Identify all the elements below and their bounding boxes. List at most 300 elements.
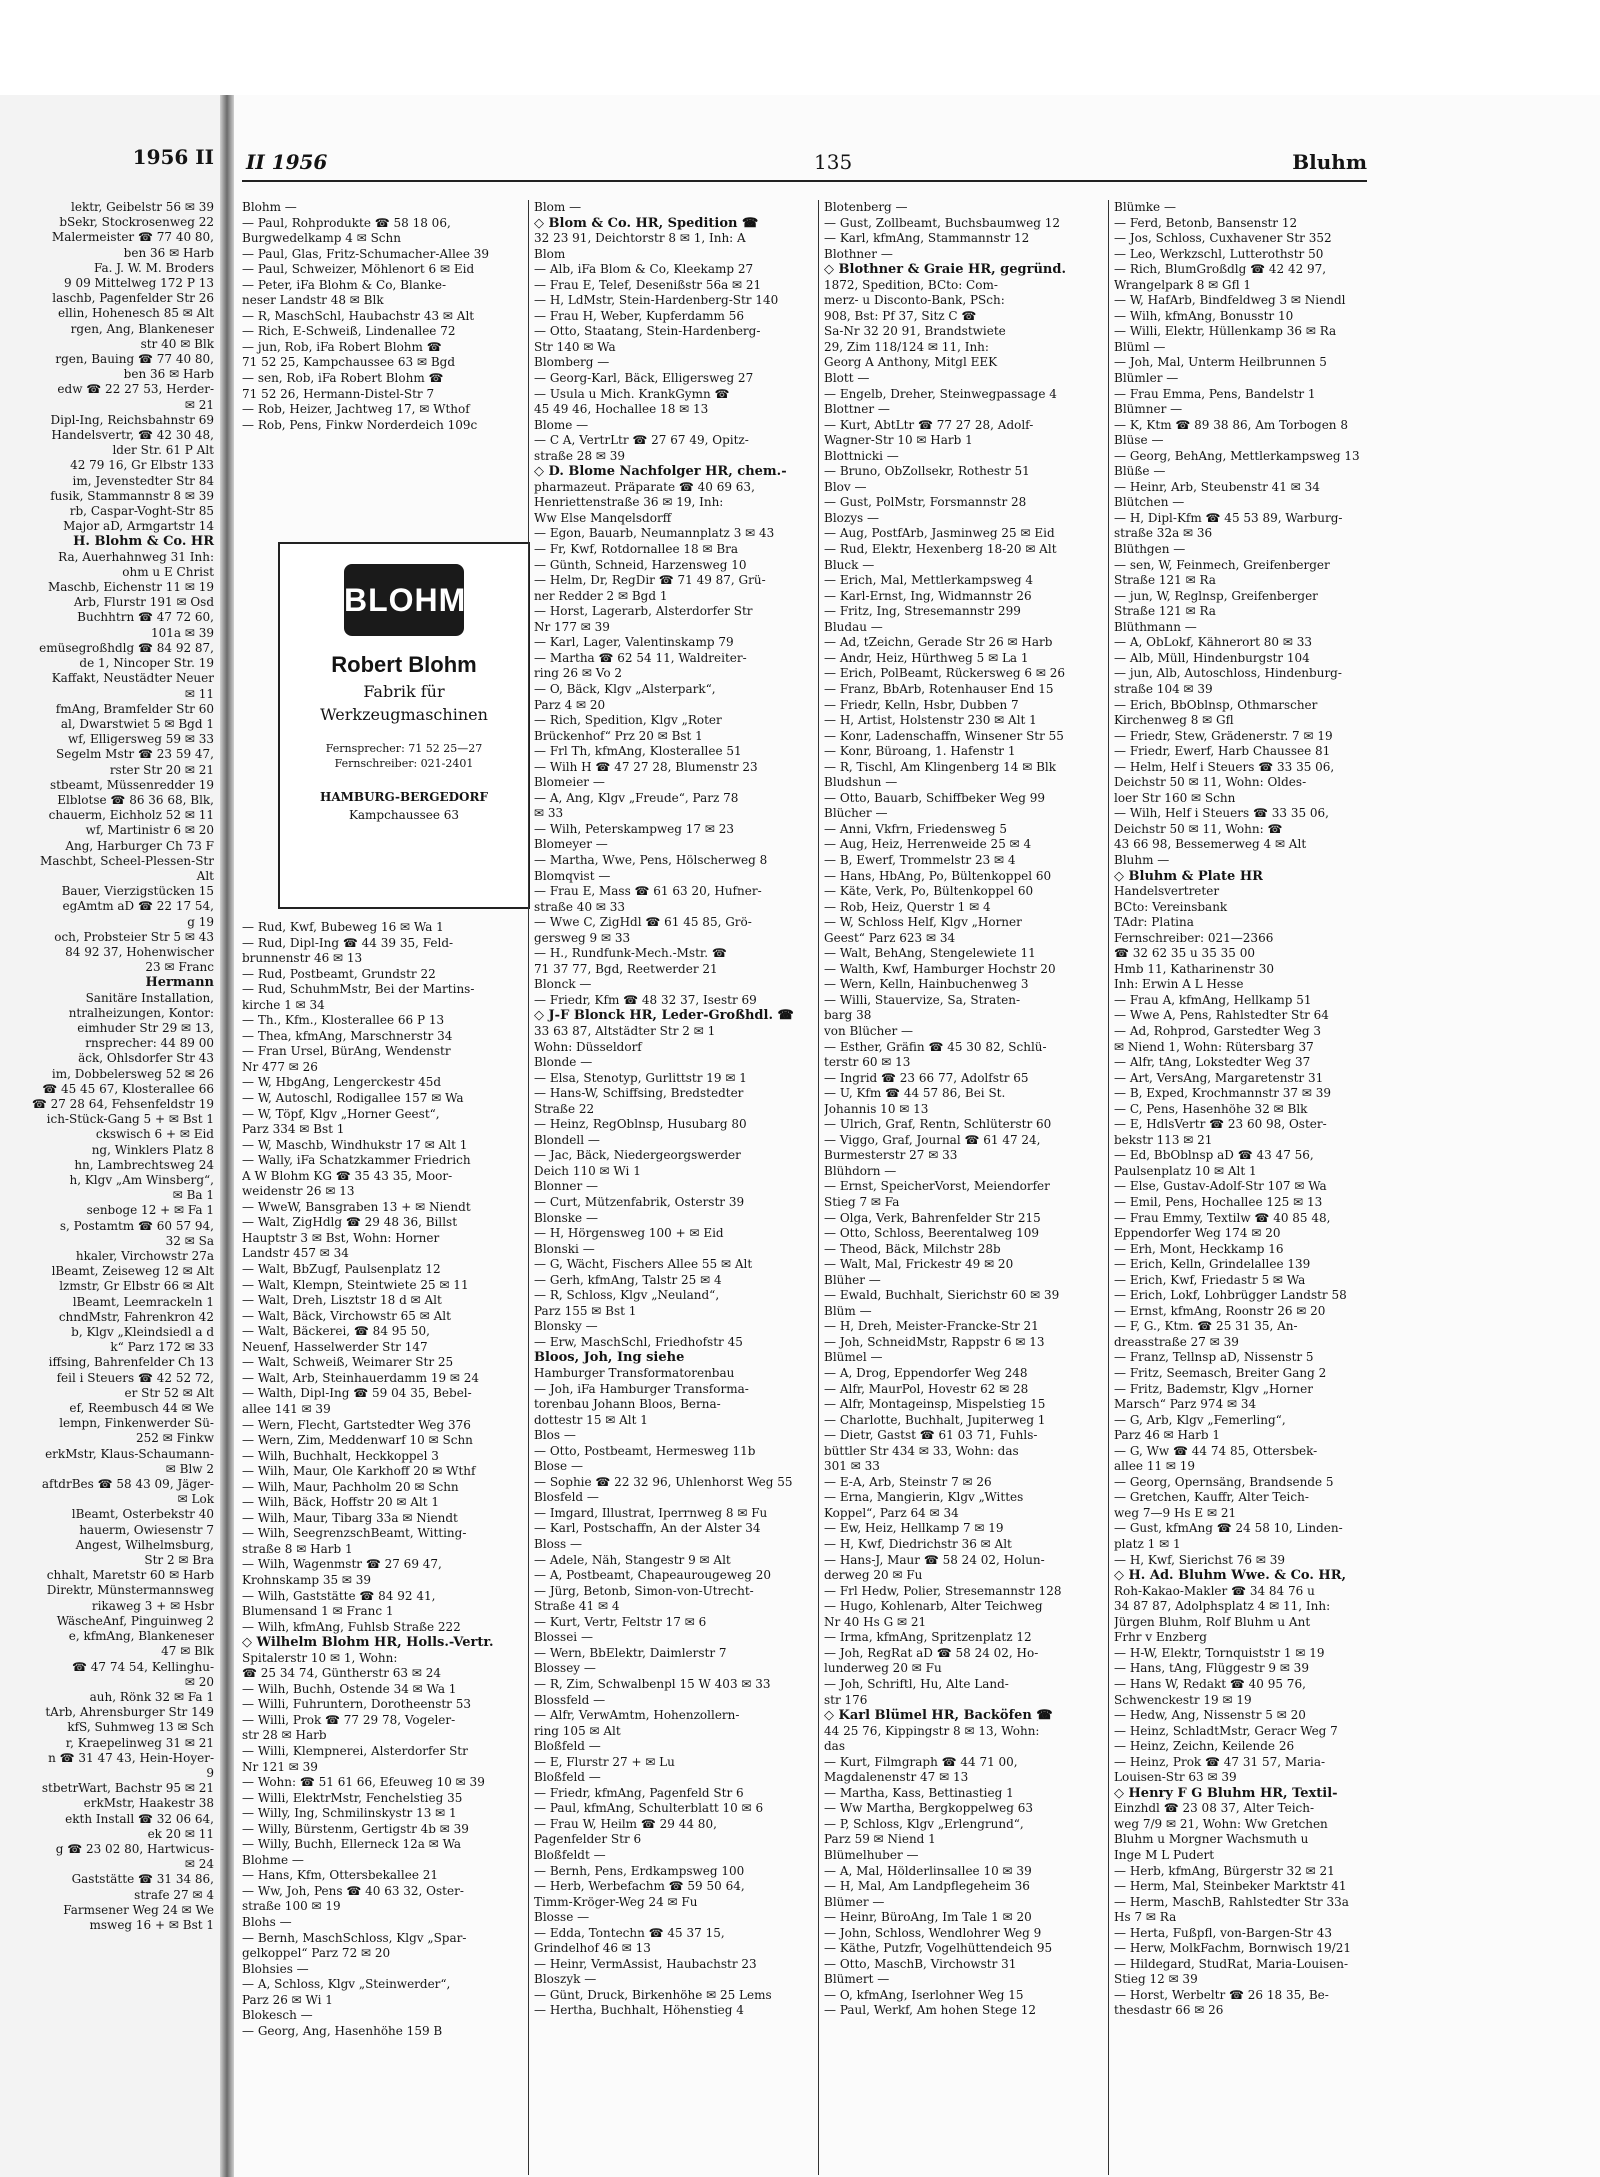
directory-line: — G, Ww ☎ 44 74 85, Ottersbek- xyxy=(1114,1443,1318,1458)
directory-line: fmAng, Bramfelder Str 60 xyxy=(55,701,214,716)
directory-line: de 1, Nincoper Str. 19 xyxy=(79,656,214,671)
directory-line: — WweW, Bansgraben 13 + ✉ Niendt xyxy=(242,1199,471,1214)
directory-line: — Rud, Kwf, Bubeweg 16 ✉ Wa 1 xyxy=(242,920,444,934)
directory-line: Blonsky — xyxy=(534,1319,598,1334)
directory-line: Bluhm — xyxy=(1114,852,1170,867)
directory-line: Straße 41 ✉ 4 xyxy=(534,1599,620,1614)
directory-line: Blosfeld — xyxy=(534,1490,599,1505)
directory-line: Inge M L Pudert xyxy=(1114,1847,1215,1862)
directory-line: — P, Schloss, Klgv „Erlengrund“, xyxy=(824,1816,1024,1831)
directory-line: — Hildegard, StudRat, Maria-Louisen- xyxy=(1114,1956,1349,1971)
directory-line: — Walt, Mal, Frickestr 49 ✉ 20 xyxy=(824,1257,1014,1272)
directory-line: — Wwe C, ZigHdl ☎ 61 45 85, Grö- xyxy=(534,915,752,930)
directory-line: stbetrWart, Bachstr 95 ✉ 21 xyxy=(41,1781,214,1796)
directory-line: — Erich, Mal, Mettlerkampsweg 4 xyxy=(824,573,1033,588)
directory-line: Bludau — xyxy=(824,619,883,634)
directory-line: — Friedr, Kfm ☎ 48 32 37, Isestr 69 xyxy=(534,992,757,1007)
directory-line: ich-Stück-Gang 5 + ✉ Bst 1 xyxy=(46,1112,214,1127)
directory-line: Blohm — xyxy=(242,200,297,214)
directory-line: g 19 xyxy=(187,914,214,929)
directory-line: Blohs — xyxy=(242,1915,292,1929)
directory-line: hauerm, Owiesenstr 7 xyxy=(79,1522,214,1537)
directory-line: — Walt, ZigHdlg ☎ 29 48 36, Billst xyxy=(242,1215,458,1230)
directory-line: g ☎ 23 02 80, Hartwicus- xyxy=(55,1841,214,1856)
directory-line: Blossei — xyxy=(534,1630,593,1645)
directory-line: ☎ 25 34 74, Güntherstr 63 ✉ 24 xyxy=(242,1666,442,1681)
directory-line: Blonck — xyxy=(534,977,592,992)
directory-line: Blozys — xyxy=(824,510,879,525)
directory-line: ng, Winklers Platz 8 xyxy=(91,1142,214,1157)
directory-line: ekth Install ☎ 32 06 64, xyxy=(65,1811,214,1826)
column-divider xyxy=(818,200,819,2175)
page-number: 135 xyxy=(814,150,853,174)
directory-line: — Wilh, Helf i Steuers ☎ 33 35 06, xyxy=(1114,806,1329,821)
directory-line: — Wilh, SeegrenzschBeamt, Witting- xyxy=(242,1526,467,1541)
directory-line: Blümelhuber — xyxy=(824,1847,919,1862)
directory-line: Wrangelpark 8 ✉ Gfl 1 xyxy=(1114,277,1252,292)
directory-line: 252 ✉ Finkw xyxy=(135,1431,214,1446)
directory-line: Stieg 12 ✉ 39 xyxy=(1114,1972,1198,1987)
directory-line: stbeamt, Müssenredder 19 xyxy=(49,777,214,792)
directory-line: — Heinz, SchladtMstr, Geracr Weg 7 xyxy=(1114,1723,1338,1738)
directory-line: er Str 52 ✉ Alt xyxy=(124,1385,214,1400)
directory-line: — Walt, Klempn, Steintwiete 25 ✉ 11 xyxy=(242,1277,469,1292)
column-1-bottom xyxy=(242,920,524,2039)
directory-line: straße 8 ✉ Harb 1 xyxy=(242,1541,353,1556)
directory-line: im, Dobbelersweg 52 ✉ 26 xyxy=(51,1066,214,1081)
directory-line: ben 36 ✉ Harb xyxy=(123,245,214,260)
directory-line: kirche 1 ✉ 34 xyxy=(242,997,325,1012)
directory-line: — Wally, iFa Schatzkammer Friedrich xyxy=(242,1153,471,1168)
directory-line: strafe 27 ✉ 4 xyxy=(134,1887,214,1902)
directory-line: ◇ J-F Blonck HR, Leder-Großhdl. ☎ xyxy=(534,1008,794,1024)
directory-line: — Charlotte, Buchhalt, Jupiterweg 1 xyxy=(824,1412,1046,1427)
directory-line: kfS, Suhmweg 13 ✉ Sch xyxy=(67,1720,214,1735)
directory-line: — Kurt, Vertr, Feltstr 17 ✉ 6 xyxy=(534,1614,707,1629)
directory-line: 43 66 98, Bessemerweg 4 ✉ Alt xyxy=(1114,837,1307,852)
directory-line: ✉ Blw 2 xyxy=(165,1461,214,1476)
directory-line: Hamburger Transformatorenbau xyxy=(534,1366,735,1381)
directory-line: weg 7/9 ✉ 21, Wohn: Ww Gretchen xyxy=(1114,1816,1328,1831)
directory-line: — R, Tischl, Am Klingenberg 14 ✉ Blk xyxy=(824,759,1057,774)
directory-line: — Alfr, Montageinsp, Mispelstieg 15 xyxy=(824,1397,1046,1412)
directory-line: — Frau Emma, Pens, Bandelstr 1 xyxy=(1114,386,1316,401)
left-page-fragment xyxy=(0,95,220,2177)
directory-line: — H, Artist, Holstenstr 230 ✉ Alt 1 xyxy=(824,713,1037,728)
directory-line: — Alfr, VerwAmtm, Hohenzollern- xyxy=(534,1708,740,1723)
directory-line: Bluhm u Morgner Wachsmuth u xyxy=(1114,1832,1309,1847)
directory-line: Blomqvist — xyxy=(534,868,611,883)
directory-line: Blomeier — xyxy=(534,775,605,790)
directory-line: — Anni, Vkfrn, Friedensweg 5 xyxy=(824,821,1008,836)
directory-line: Blom xyxy=(534,246,566,261)
directory-line: Nr 477 ✉ 26 xyxy=(242,1059,318,1074)
directory-line: 44 25 76, Kippingstr 8 ✉ 13, Wohn: xyxy=(824,1723,1040,1738)
directory-line: 45 49 46, Hochallee 18 ✉ 13 xyxy=(534,402,709,417)
directory-line: Blonde — xyxy=(534,1055,593,1070)
directory-line: egAmtm aD ☎ 22 17 54, xyxy=(62,899,214,914)
directory-line: ner Redder 2 ✉ Bgd 1 xyxy=(534,588,668,603)
directory-line: Brückenhof“ Prz 20 ✉ Bst 1 xyxy=(534,728,703,743)
directory-line: — Konr, Ladenschaffn, Winsener Str 55 xyxy=(824,728,1064,743)
directory-line: emüsegroßhdlg ☎ 84 92 87, xyxy=(39,640,214,655)
directory-line: Malermeister ☎ 77 40 80, xyxy=(51,230,214,245)
directory-line: — Paul, Werkf, Am hohen Stege 12 xyxy=(824,2003,1037,2018)
directory-line: Blümner — xyxy=(1114,402,1183,417)
directory-line: — Joh, Mal, Unterm Heilbrunnen 5 xyxy=(1114,355,1327,370)
directory-line: — Irma, kfmAng, Spritzenplatz 12 xyxy=(824,1630,1032,1645)
directory-line: Paulsenplatz 10 ✉ Alt 1 xyxy=(1114,1163,1257,1178)
directory-line: Deich 110 ✉ Wi 1 xyxy=(534,1163,641,1178)
directory-line: chhalt, Maretstr 60 ✉ Harb xyxy=(46,1568,214,1583)
directory-line: — Frau A, kfmAng, Hellkamp 51 xyxy=(1114,992,1312,1007)
directory-line: — Rud, Dipl-Ing ☎ 44 39 35, Feld- xyxy=(242,935,454,950)
directory-line: Eppendorfer Weg 174 ✉ 20 xyxy=(1114,1226,1281,1241)
directory-line: — B, Exped, Krochmannstr 37 ✉ 39 xyxy=(1114,1086,1332,1101)
directory-line: torenbau Johann Bloos, Berna- xyxy=(534,1397,721,1412)
directory-line: Dipl-Ing, Reichsbahnstr 69 xyxy=(50,412,214,427)
directory-line: — Fritz, Ing, Stresemannstr 299 xyxy=(824,604,1021,619)
directory-line: — sen, Rob, iFa Robert Blohm ☎ xyxy=(242,371,444,386)
directory-line: — Hans, HbAng, Po, Bültenkoppel 60 xyxy=(824,868,1052,883)
directory-line: 42 79 16, Gr Elbstr 133 xyxy=(70,458,214,473)
directory-line: Blüml — xyxy=(1114,339,1166,354)
directory-line: — Usula u Mich. KrankGymn ☎ xyxy=(534,386,730,401)
directory-line: Maschbt, Scheel-Plessen-Str xyxy=(40,853,214,868)
directory-line: Krohnskamp 35 ✉ 39 xyxy=(242,1572,372,1587)
directory-line: — Wilh H ☎ 47 27 28, Blumenstr 23 xyxy=(534,759,758,774)
directory-line: — Erna, Mangierin, Klgv „Wittes xyxy=(824,1490,1024,1505)
directory-line: — Ed, BbOblnsp aD ☎ 43 47 56, xyxy=(1114,1148,1314,1163)
directory-line: — Herm, Mal, Steinbeker Marktstr 41 xyxy=(1114,1879,1347,1894)
directory-line: — Martha ☎ 62 54 11, Waldreiter- xyxy=(534,650,747,665)
directory-line: ☎ 27 28 64, Fehsenfeldstr 19 xyxy=(31,1096,214,1111)
directory-line: Handelsvertr, ☎ 42 30 48, xyxy=(51,428,214,443)
directory-line: ntralheizungen, Kontor: xyxy=(68,1005,214,1020)
directory-line: Schwenckestr 19 ✉ 19 xyxy=(1114,1692,1252,1707)
directory-line: — Hertha, Buchhalt, Höhenstieg 4 xyxy=(534,2003,744,2018)
directory-line: ◇ Blom & Co. HR, Spedition ☎ xyxy=(534,215,759,231)
directory-line: — Herw, MolkFachm, Bornwisch 19/21 xyxy=(1114,1941,1351,1956)
directory-line: — Heinz, Prok ☎ 47 31 57, Maria- xyxy=(1114,1754,1326,1769)
directory-line: aftdrBes ☎ 58 43 09, Jäger- xyxy=(41,1477,214,1492)
directory-line: 101a ✉ 39 xyxy=(150,625,214,640)
directory-line: — H, Dreh, Meister-Francke-Str 21 xyxy=(824,1319,1039,1334)
directory-line: — H, Hörgensweg 100 + ✉ Eid xyxy=(534,1226,724,1241)
directory-line: Blokesch — xyxy=(242,2008,313,2023)
directory-line: — Fr, Kwf, Rotdornallee 18 ✉ Bra xyxy=(534,542,739,557)
directory-line: — Wilh, Wagenmstr ☎ 27 69 47, xyxy=(242,1557,442,1572)
directory-line: Sanitäre Installation, xyxy=(85,990,214,1005)
directory-line: weidenstr 26 ✉ 13 xyxy=(242,1184,355,1199)
directory-line: — Friedr, Stew, Grädenerstr. 7 ✉ 19 xyxy=(1114,728,1333,743)
directory-line: Nr 177 ✉ 39 xyxy=(534,619,610,634)
directory-line: — Hans W, Redakt ☎ 40 95 76, xyxy=(1114,1676,1306,1691)
directory-line: — C A, VertrLtr ☎ 27 67 49, Opitz- xyxy=(534,433,749,448)
ad-phone: Fernsprecher: 71 52 25—27 xyxy=(325,742,483,755)
directory-line: Blümke — xyxy=(1114,200,1176,214)
directory-line: — Dietr, Gastst ☎ 61 03 71, Fuhls- xyxy=(824,1428,1038,1443)
directory-line: — W, Autoschl, Rodigallee 157 ✉ Wa xyxy=(242,1091,464,1106)
directory-line: Segelm Mstr ☎ 23 59 47, xyxy=(56,747,214,762)
directory-line: H. Blohm & Co. HR xyxy=(73,534,214,550)
directory-line: Parz 59 ✉ Niend 1 xyxy=(824,1832,936,1847)
directory-line: ✉ Lok xyxy=(177,1492,214,1507)
directory-line: — Willy, Buchh, Ellerneck 12a ✉ Wa xyxy=(242,1837,462,1852)
directory-line: Arb, Flurstr 191 ✉ Osd xyxy=(73,595,214,610)
directory-line: — Georg-Karl, Bäck, Elligersweg 27 xyxy=(534,371,754,386)
directory-line: 71 37 77, Bgd, Reetwerder 21 xyxy=(534,961,718,976)
directory-line: von Blücher — xyxy=(824,1023,914,1038)
directory-line: Hauptstr 3 ✉ Bst, Wohn: Horner xyxy=(242,1230,440,1245)
directory-line: — Esther, Gräfin ☎ 45 30 82, Schlü- xyxy=(824,1039,1047,1054)
directory-line: — Fritz, Seemasch, Breiter Gang 2 xyxy=(1114,1366,1327,1381)
directory-line: Grindelhof 46 ✉ 13 xyxy=(534,1941,651,1956)
directory-line: — Frau H, Weber, Kupferdamm 56 xyxy=(534,308,745,323)
directory-line: Ra, Auerhahnweg 31 Inh: xyxy=(58,549,214,564)
directory-line: lunderweg 20 ✉ Fu xyxy=(824,1661,942,1676)
directory-line: Direktr, Münstermannsweg xyxy=(46,1583,214,1598)
directory-line: pharmazeut. Präparate ☎ 40 69 63, xyxy=(534,479,755,494)
directory-line: Blütchen — xyxy=(1114,495,1185,510)
directory-line: äck, Ohlsdorfer Str 43 xyxy=(78,1051,214,1066)
directory-line: — Theod, Bäck, Milchstr 28b xyxy=(824,1241,1001,1256)
directory-line: — Willi, Elektr, Hüllenkamp 36 ✉ Ra xyxy=(1114,324,1337,339)
directory-line: ◇ Wilhelm Blohm HR, Holls.-Vertr. xyxy=(242,1635,494,1651)
directory-line: — Heinr, VermAssist, Haubachstr 23 xyxy=(534,1956,757,1971)
header-surname: Bluhm xyxy=(1292,150,1367,174)
directory-line: — H., Rundfunk-Mech.-Mstr. ☎ xyxy=(534,946,727,961)
directory-line: Koppel“, Parz 64 ✉ 34 xyxy=(824,1505,959,1520)
directory-line: 34 87 87, Adolphsplatz 4 ✉ 11, Inh: xyxy=(1114,1599,1331,1614)
directory-line: — Gust, kfmAng ☎ 24 58 10, Linden- xyxy=(1114,1521,1343,1536)
directory-line: — F, G., Ktm. ☎ 25 31 35, An- xyxy=(1114,1319,1298,1334)
directory-line: Blüher — xyxy=(824,1272,881,1287)
directory-line: — Bernh, MaschSchloss, Klgv „Spar- xyxy=(242,1930,467,1945)
directory-line: iffsing, Bahrenfelder Ch 13 xyxy=(48,1355,214,1370)
directory-line: derweg 20 ✉ Fu xyxy=(824,1568,923,1583)
directory-line: — Elsa, Stenotyp, Gurlittstr 19 ✉ 1 xyxy=(534,1070,747,1085)
directory-line: — Ulrich, Graf, Rentn, Schlüterstr 60 xyxy=(824,1117,1052,1132)
directory-line: — Herta, Fußpfl, von-Bargen-Str 43 xyxy=(1114,1925,1333,1940)
directory-line: — Erh, Mont, Heckkamp 16 xyxy=(1114,1241,1284,1256)
directory-line: — Viggo, Graf, Journal ☎ 61 47 24, xyxy=(824,1132,1041,1147)
directory-line: — Imgard, Illustrat, Iperrnweg 8 ✉ Fu xyxy=(534,1505,768,1520)
directory-line: Gaststätte ☎ 31 34 86, xyxy=(71,1872,214,1887)
directory-line: — Rich, E-Schweiß, Lindenallee 72 xyxy=(242,324,456,339)
directory-line: — Wilh, Maur, Tibarg 33a ✉ Niendt xyxy=(242,1510,458,1525)
directory-line: — Erich, BbOblnsp, Othmarscher xyxy=(1114,697,1318,712)
directory-line: Straße 121 ✉ Ra xyxy=(1114,604,1216,619)
directory-line: — R, MaschSchl, Haubachstr 43 ✉ Alt xyxy=(242,308,475,323)
directory-line: — Otto, Postbeamt, Hermesweg 11b xyxy=(534,1443,756,1458)
directory-line: — Ad, Rohprod, Garstedter Weg 3 xyxy=(1114,1023,1322,1038)
directory-line: platz 1 ✉ 1 xyxy=(1114,1537,1181,1552)
directory-line: Georg A Anthony, Mitgl EEK xyxy=(824,355,998,370)
directory-line: Blücher — xyxy=(824,806,888,821)
directory-line: och, Probsteier Str 5 ✉ 43 xyxy=(54,929,214,944)
directory-line: lder Str. 61 P Alt xyxy=(112,443,214,458)
directory-line: terstr 60 ✉ 13 xyxy=(824,1055,911,1070)
directory-line: — Walt, BehAng, Stengelewiete 11 xyxy=(824,946,1036,961)
directory-line: Ang, Harburger Ch 73 F xyxy=(65,838,214,853)
directory-line: Frhr v Enzberg xyxy=(1114,1630,1207,1645)
directory-line: — Paul, Rohprodukte ☎ 58 18 06, xyxy=(242,215,451,230)
directory-line: 84 92 37, Hohenwischer xyxy=(65,944,214,959)
directory-line: msweg 16 + ✉ Bst 1 xyxy=(89,1917,214,1932)
directory-line: Angest, Wilhelmsburg, xyxy=(75,1537,214,1552)
directory-line: Blosse — xyxy=(534,1910,590,1925)
directory-line: — Leo, Werkzschl, Lutterothstr 50 xyxy=(1114,246,1324,261)
directory-line: — Else, Gustav-Adolf-Str 107 ✉ Wa xyxy=(1114,1179,1327,1194)
directory-line: allee 141 ✉ 39 xyxy=(242,1401,331,1416)
directory-line: — W, Maschb, Windhukstr 17 ✉ Alt 1 xyxy=(242,1137,468,1152)
directory-line: Maschb, Eichenstr 11 ✉ 19 xyxy=(48,580,214,595)
directory-line: — Hans-W, Schiffsing, Bredstedter xyxy=(534,1086,744,1101)
directory-line: auh, Rönk 32 ✉ Fa 1 xyxy=(89,1689,214,1704)
ad-line-2: Werkzeugmaschinen xyxy=(320,705,488,724)
directory-line: Blothner — xyxy=(824,246,893,261)
directory-line: — Friedr, Ewerf, Harb Chaussee 81 xyxy=(1114,744,1331,759)
directory-line: — Ernst, SpeicherVorst, Meiendorfer xyxy=(824,1179,1050,1194)
directory-line: — Rob, Pens, Finkw Norderdeich 109c xyxy=(242,417,478,432)
directory-line: bekstr 113 ✉ 21 xyxy=(1114,1132,1213,1147)
directory-line: Henriettenstraße 36 ✉ 19, Inh: xyxy=(534,495,724,510)
directory-line: — Erich, Kwf, Friedastr 5 ✉ Wa xyxy=(1114,1272,1306,1287)
directory-line: — Ww, Joh, Pens ☎ 40 63 32, Oster- xyxy=(242,1883,464,1898)
directory-line: Nr 121 ✉ 39 xyxy=(242,1759,318,1774)
directory-line: Nr 40 Hs G ✉ 21 xyxy=(824,1614,927,1629)
directory-line: — Martha, Kass, Bettinastieg 1 xyxy=(824,1785,1014,1800)
directory-line: — Wilh, Gaststätte ☎ 84 92 41, xyxy=(242,1588,436,1603)
directory-line: Bluck — xyxy=(824,557,875,572)
directory-line: Bloßfeldt — xyxy=(534,1847,606,1862)
directory-line: ☎ 45 45 67, Klosterallee 66 xyxy=(42,1081,214,1096)
directory-line: Kaffakt, Neustädter Neuer xyxy=(51,671,214,686)
directory-line: — Helm, Dr, RegDir ☎ 71 49 87, Grü- xyxy=(534,573,766,588)
directory-line: ring 26 ✉ Vo 2 xyxy=(534,666,622,681)
directory-line: — Heinr, Arb, Steubenstr 41 ✉ 34 xyxy=(1114,479,1320,494)
directory-line: Geest“ Parz 623 ✉ 34 xyxy=(824,930,956,945)
directory-line: — Ww Martha, Bergkoppelweg 63 xyxy=(824,1801,1034,1816)
directory-line: — Martha, Wwe, Pens, Hölscherweg 8 xyxy=(534,852,768,867)
directory-line: chndMstr, Fahrenkron 42 xyxy=(58,1309,214,1324)
directory-line: lempn, Finkenwerder Sü- xyxy=(59,1416,214,1431)
directory-line: Blümel — xyxy=(824,1350,883,1365)
directory-line: rikaweg 3 + ✉ Hsbr xyxy=(91,1598,214,1613)
directory-line: Bauer, Vierzigstücken 15 xyxy=(61,884,214,899)
directory-line: — Karl, kfmAng, Stammannstr 12 xyxy=(824,231,1030,246)
directory-line: — R, Zim, Schwalbenpl 15 W 403 ✉ 33 xyxy=(534,1676,771,1691)
directory-line: — Kurt, Filmgraph ☎ 44 71 00, xyxy=(824,1754,1018,1769)
directory-line: — Walt, Schweiß, Weimarer Str 25 xyxy=(242,1355,454,1370)
directory-line: Buchhtrn ☎ 47 72 60, xyxy=(77,610,214,625)
directory-line: — C, Pens, Hasenhöhe 32 ✉ Blk xyxy=(1114,1101,1308,1116)
directory-line: Blott — xyxy=(824,371,870,386)
directory-line: ✉ Ba 1 xyxy=(172,1188,214,1203)
directory-line: — John, Schloss, Wendlohrer Weg 9 xyxy=(824,1925,1042,1940)
directory-line: — Emil, Pens, Hochallee 125 ✉ 13 xyxy=(1114,1195,1323,1209)
directory-line: — Helm, Helf i Steuers ☎ 33 35 06, xyxy=(1114,759,1335,774)
directory-line: — Wilh, Peterskampweg 17 ✉ 23 xyxy=(534,821,735,836)
directory-line: — Ewald, Buchhalt, Sierichstr 60 ✉ 39 xyxy=(824,1288,1060,1303)
directory-line: rb, Caspar-Voght-Str 85 xyxy=(69,504,214,519)
directory-line: — H, Mal, Am Landpflegeheim 36 xyxy=(824,1879,1030,1894)
directory-line: — Herb, kfmAng, Bürgerstr 32 ✉ 21 xyxy=(1114,1863,1335,1878)
directory-line: — Gerh, kfmAng, Talstr 25 ✉ 4 xyxy=(534,1272,722,1287)
directory-line: — H-W, Elektr, Tornquiststr 1 ✉ 19 xyxy=(1114,1645,1325,1660)
directory-line: Hmb 11, Katharinenstr 30 xyxy=(1114,961,1274,976)
directory-line: wf, Elligersweg 59 ✉ 33 xyxy=(68,732,214,747)
directory-line: Blomeyer — xyxy=(534,837,608,852)
directory-line: — Wilh, Buchh, Ostende 34 ✉ Wa 1 xyxy=(242,1681,457,1696)
directory-line: Blose — xyxy=(534,1459,583,1474)
directory-line: — Wwe A, Pens, Rahlstedter Str 64 xyxy=(1114,1008,1329,1023)
directory-line: s, Postamtm ☎ 60 57 94, xyxy=(59,1218,214,1233)
directory-line: — Rud, Elektr, Hexenberg 18-20 ✉ Alt xyxy=(824,542,1057,557)
directory-line: Blottner — xyxy=(824,402,890,417)
directory-line: — Erich, PolBeamt, Rückersweg 6 ✉ 26 xyxy=(824,666,1065,681)
directory-line: — Franz, BbArb, Rotenhauser End 15 xyxy=(824,681,1054,696)
directory-line: — Wilh, kfmAng, Bonusstr 10 xyxy=(1114,308,1294,323)
directory-line: — W, Töpf, Klgv „Horner Geest“, xyxy=(242,1106,440,1121)
directory-line: — Käthe, Putzfr, Vogelhüttendeich 95 xyxy=(824,1941,1053,1956)
directory-line: — Gust, Zollbeamt, Buchsbaumweg 12 xyxy=(824,215,1060,230)
directory-line: — Rich, Spedition, Klgv „Roter xyxy=(534,713,722,728)
directory-line: — Friedr, Kelln, Hsbr, Dubben 7 xyxy=(824,697,1019,712)
directory-line: — E, Flurstr 27 + ✉ Lu xyxy=(534,1754,675,1769)
directory-line: — Engelb, Dreher, Steinwegpassage 4 xyxy=(824,386,1057,401)
directory-line: fusik, Stammannstr 8 ✉ 39 xyxy=(50,488,214,503)
directory-line: — B, Ewerf, Trommelstr 23 ✉ 4 xyxy=(824,852,1016,867)
directory-line: ✉ 11 xyxy=(184,686,214,701)
directory-line: im, Jevenstedter Str 84 xyxy=(72,473,214,488)
directory-line: — U, Kfm ☎ 44 57 86, Bei St. xyxy=(824,1086,1006,1101)
directory-line: Spitalerstr 10 ✉ 1, Wohn: xyxy=(242,1650,398,1665)
directory-line: str 176 xyxy=(824,1692,868,1707)
directory-line: Straße 121 ✉ Ra xyxy=(1114,573,1216,588)
directory-line: ring 105 ✉ Alt xyxy=(534,1723,621,1738)
directory-line: — Walth, Kwf, Hamburger Hochstr 20 xyxy=(824,961,1056,976)
directory-line: rgen, Ang, Blankeneser xyxy=(70,321,214,336)
directory-line: Blümer — xyxy=(824,1894,885,1909)
directory-line: — Ernst, kfmAng, Roonstr 26 ✉ 20 xyxy=(1114,1303,1326,1318)
directory-line: — Frau Emmy, Textilw ☎ 40 85 48, xyxy=(1114,1210,1331,1225)
directory-line: — H, Kwf, Diedrichstr 36 ✉ Alt xyxy=(824,1537,1012,1552)
ad-line-1: Fabrik für xyxy=(363,682,445,701)
directory-line: Parz 26 ✉ Wi 1 xyxy=(242,1992,333,2007)
directory-line: — Andr, Heiz, Hürthweg 5 ✉ La 1 xyxy=(824,650,1029,665)
directory-line: — Otto, Staatang, Stein-Hardenberg- xyxy=(534,324,761,339)
left-page-header: 1956 II xyxy=(132,145,214,169)
directory-line: ◇ H. Ad. Bluhm Wwe. & Co. HR, xyxy=(1114,1568,1347,1584)
directory-line: Blome — xyxy=(534,417,589,432)
directory-line: — Georg, Opernsäng, Brandsende 5 xyxy=(1114,1474,1334,1489)
directory-line: — Paul, Schweizer, Möhlenort 6 ✉ Eid xyxy=(242,262,475,277)
directory-line: — Adele, Näh, Stangestr 9 ✉ Alt xyxy=(534,1552,731,1567)
directory-line: straße 28 ✉ 39 xyxy=(534,448,626,463)
directory-line: — A, Ang, Klgv „Freude“, Parz 78 xyxy=(534,790,739,805)
directory-line: Bloßfeld — xyxy=(534,1739,601,1754)
directory-line: 71 52 26, Hermann-Distel-Str 7 xyxy=(242,386,435,401)
directory-line: — Erich, Lokf, Lohbrügger Landstr 58 xyxy=(1114,1288,1347,1303)
directory-line: Parz 4 ✉ 20 xyxy=(534,697,606,712)
directory-line: — Wern, Zim, Meddenwarf 10 ✉ Schn xyxy=(242,1433,473,1448)
directory-line: — Walt, Bäck, Virchowstr 65 ✉ Alt xyxy=(242,1308,451,1323)
directory-line: dottestr 15 ✉ Alt 1 xyxy=(534,1412,648,1427)
directory-line: ek 20 ✉ 11 xyxy=(147,1826,214,1841)
directory-line: — Willi, Prok ☎ 77 29 78, Vogeler- xyxy=(242,1712,456,1727)
